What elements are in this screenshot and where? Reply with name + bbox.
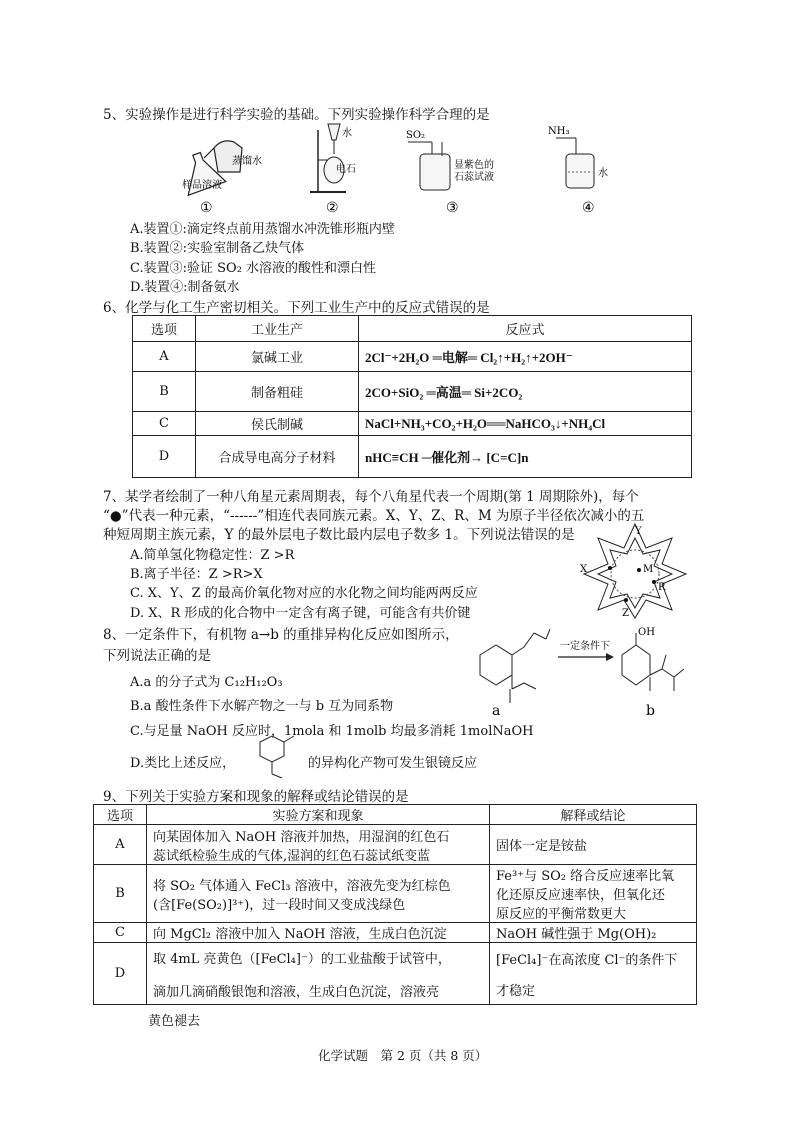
q5-option-d: D.装置④:制备氨水: [130, 280, 240, 295]
q9-row-d-conclusion: [490, 943, 697, 1005]
q8-option-d-prefix: D.类比上述反应，: [130, 756, 236, 771]
molecule-a-label: a: [492, 703, 501, 719]
q7-stem-line1: 7、某学者绘制了一种八角星元素周期表，每个八角星代表一个周期(第 1 周期除外)，每个: [103, 489, 639, 505]
q9-row-c-conclusion: [490, 923, 697, 943]
apparatus-4-bottle: [556, 138, 594, 188]
q9-row-b-conclusion-line1: Fe³⁺与 SO₂ 络合反应速率比氧: [496, 869, 675, 884]
q9-row-d-conclusion-line1: [FeCl₄]⁻在高浓度 Cl⁻的条件下: [496, 952, 678, 968]
q7-stem-line2: “●”代表一种元素，“------”相连代表同族元素。X、Y、Z、R、M 为原子半径依次减小的五: [103, 508, 645, 524]
star-label-r: R: [658, 582, 666, 593]
q7-option-b: B.离子半径：Z >R>X: [130, 567, 263, 582]
q8-option-a: A.a 的分子式为 C₁₂H₁₂O₃: [130, 675, 283, 690]
q6-stem: 6、化学与化工生产密切相关。下列工业生产中的反应式错误的是: [103, 300, 490, 316]
q9-row-b-plan: [147, 865, 490, 923]
q6-row-d-option: D: [133, 436, 196, 478]
q9-row-c-conclusion-line1: NaOH 碱性强于 Mg(OH)₂: [496, 927, 657, 942]
q9-row-b-option: B: [94, 865, 147, 923]
q9-row-d-overflow-text: 黄色褪去: [148, 1014, 201, 1029]
q7-option-d: D. X、R 形成的化合物中一定含有离子键，可能含有共价键: [130, 606, 471, 621]
q9-header-conclusion: 解释或结论: [490, 805, 697, 825]
apparatus-2-number: ②: [326, 200, 339, 216]
q8-reaction-figure: [470, 625, 690, 720]
q8-option-d-structure: [246, 732, 306, 780]
q6-row-d-equation: nHC≡CH ─催化剂→ [C=C]n: [359, 436, 692, 478]
q6-row-b-option: B: [133, 372, 196, 412]
q6-header-industry: 工业生产: [196, 316, 359, 342]
q9-row-c-plan: [147, 923, 490, 943]
q6-row-b-equation: 2CO+SiO₂ ═高温═ Si+2CO₂: [359, 372, 692, 412]
q6-header-equation: 反应式: [359, 316, 692, 342]
q5-apparatus-figure: [170, 120, 630, 220]
table-row: [94, 943, 697, 1005]
apparatus-4-label-nh3: NH₃: [548, 126, 570, 137]
q6-row-c-option: C: [133, 412, 196, 436]
apparatus-3-label-litmus: 石蕊试液: [454, 172, 494, 183]
q9-row-a-option: A: [94, 825, 147, 865]
q7-option-a: A.简单氢化物稳定性：Z >R: [130, 548, 295, 563]
q7-option-c: C. X、Y、Z 的最高价氧化物对应的水化物之间均能两两反应: [130, 586, 478, 601]
q5-option-a: A.装置①:滴定终点前用蒸馏水冲洗锥形瓶内壁: [130, 222, 395, 237]
q8-option-d-suffix: 的异构化产物可发生银镜反应: [308, 756, 478, 771]
q9-header-plan: 实验方案和现象: [147, 805, 490, 825]
apparatus-1-label-sample: 样品溶液: [182, 180, 222, 191]
table-row: [94, 825, 697, 865]
apparatus-3-label-so2: SO₂: [406, 130, 426, 141]
q6-row-a-equation: 2Cl⁻+2H₂O ═电解═ Cl₂↑+H₂↑+2OH⁻: [359, 342, 692, 372]
q6-row-b-industry: 制备粗硅: [196, 372, 359, 412]
page-footer: 化学试题 第 2 页（共 8 页）: [318, 1048, 488, 1063]
q9-row-a-plan-line2: 蕊试纸检验生成的气体,湿润的红色石蕊试纸变蓝: [153, 848, 431, 864]
molecule-b-label: b: [646, 703, 655, 719]
reaction-condition: 一定条件下: [560, 641, 610, 652]
apparatus-4-label-water: 水: [598, 168, 608, 179]
q6-row-c-equation: NaCl+NH₃+CO₂+H₂O══NaHCO₃↓+NH₄Cl: [359, 412, 692, 436]
hydroxyl-label: OH: [638, 627, 655, 638]
q7-stem-line3: 种短周期主族元素，Y 的最外层电子数比最内层电子数多 1。下列说法错误的是: [103, 527, 575, 543]
q9-row-a-conclusion: [490, 825, 697, 865]
table-row: [94, 923, 697, 943]
q9-stem: 9、下列关于实验方案和现象的解释或结论错误的是: [103, 789, 409, 805]
q9-row-d-option: D: [94, 943, 147, 1005]
q9-row-b-conclusion-line2: 化还原反应速率快，但氧化还: [496, 888, 666, 903]
apparatus-1-number: ①: [200, 200, 213, 216]
q9-table: [93, 804, 697, 1005]
q9-row-d-plan: [147, 943, 490, 1005]
q9-row-d-plan-line1: 取 4mL 亮黄色（[FeCl₄]⁻）的工业盐酸于试管中，: [153, 951, 451, 967]
table-row: [94, 865, 697, 923]
q5-option-c: C.装置③:验证 SO₂ 水溶液的酸性和漂白性: [130, 261, 377, 276]
q9-row-a-conclusion-line1: 固体一定是铵盐: [496, 839, 588, 854]
q8-stem-line2: 下列说法正确的是: [103, 648, 211, 664]
q6-header-option: 选项: [133, 316, 196, 342]
q6-row-a-industry: 氯碱工业: [196, 342, 359, 372]
q9-row-b-conclusion: [490, 865, 697, 923]
apparatus-1-label-water: 蒸馏水: [232, 156, 262, 167]
q6-row-c-industry: 侯氏制碱: [196, 412, 359, 436]
apparatus-2-label-carbide: 电石: [336, 164, 356, 175]
q5-stem: 5、实验操作是进行科学实验的基础。下列实验操作科学合理的是: [103, 107, 490, 123]
apparatus-3-label-purple: 显紫色的: [454, 160, 494, 171]
apparatus-3-number: ③: [446, 200, 459, 216]
apparatus-3-bottle: [408, 142, 450, 190]
q9-row-b-plan-line2: (含[Fe(SO₂)]³⁺)，过一段时间又变成浅绿色: [153, 897, 406, 913]
q9-row-c-option: C: [94, 923, 147, 943]
star-label-x: X: [580, 564, 588, 575]
star-label-z: Z: [622, 608, 629, 619]
apparatus-4-number: ④: [582, 200, 595, 216]
q9-row-a-plan-line1: 向某固体加入 NaOH 溶液并加热，用湿润的红色石: [153, 829, 450, 845]
q9-header-option: 选项: [94, 805, 147, 825]
table-row: [133, 436, 692, 478]
star-label-y: Y: [635, 526, 642, 537]
q9-row-a-plan: [147, 825, 490, 865]
apparatus-2-stand: [310, 124, 346, 192]
apparatus-2-label-water: 水: [342, 128, 352, 139]
q6-table: [132, 315, 692, 478]
q8-option-c: C.与足量 NaOH 反应时，1mola 和 1molb 均最多消耗 1molNaOH: [130, 724, 534, 739]
q9-row-b-conclusion-line3: 原反应的平衡常数更大: [496, 907, 627, 922]
q9-row-c-plan-line1: 向 MgCl₂ 溶液中加入 NaOH 溶液，生成白色沉淀: [153, 927, 447, 942]
q9-header-row: [94, 805, 697, 825]
table-row: [133, 412, 692, 436]
q7-octagram-periodic-table: [580, 520, 690, 620]
q6-row-d-industry: 合成导电高分子材料: [196, 436, 359, 478]
table-row: [133, 372, 692, 412]
q5-option-b: B.装置②:实验室制备乙炔气体: [130, 241, 305, 256]
q6-row-a-option: A: [133, 342, 196, 372]
q9-row-d-plan-line2: 滴加几滴硝酸银饱和溶液，生成白色沉淀，溶液亮: [153, 984, 440, 1000]
star-label-m: M: [643, 564, 654, 575]
q8-option-b: B.a 酸性条件下水解产物之一与 b 互为同系物: [130, 699, 394, 714]
table-row: [133, 342, 692, 372]
q9-row-d-conclusion-line2: 才稳定: [496, 983, 536, 999]
q6-header-row: [133, 316, 692, 342]
q9-row-b-plan-line1: 将 SO₂ 气体通入 FeCl₃ 溶液中，溶液先变为红棕色: [153, 878, 451, 894]
q8-stem-line1: 8、一定条件下，有机物 a→b 的重排异构化反应如图所示，: [103, 627, 459, 643]
